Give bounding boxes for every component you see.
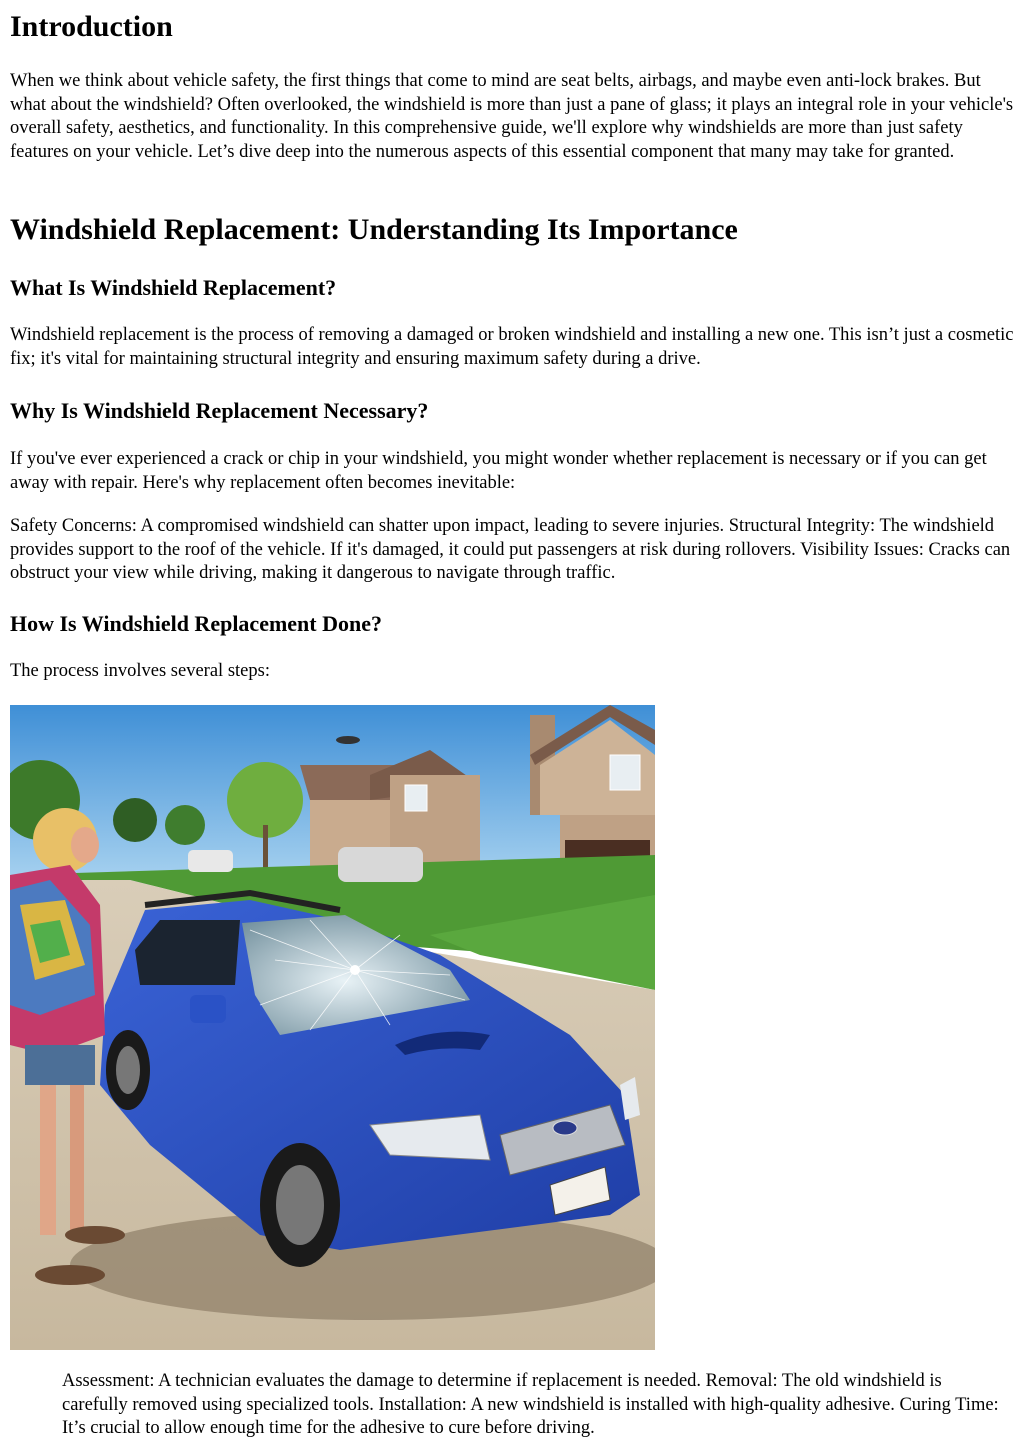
- intro-paragraph: When we think about vehicle safety, the first things that come to mind are seat belts, airbags, and maybe even anti-lock brakes. But what about the windshield? Often overlooked, the windshield is more than just a pane of glass; it plays an integral role in your vehicle's overall safety, aesthetics, and functionality. In this comprehensive guide, we'll explore why windshields are more than just safety features on your vehicle. Let’s dive deep into the numerous aspects of this essential component that many may take for granted.: [10, 71, 1014, 162]
- how-paragraph: The process involves several steps:: [10, 661, 270, 681]
- how-list: Assessment: A technician evaluates the damage to determine if replacement is needed. Removal: The old windshield is carefully removed using specialized tools. Installation: A new windshield is installed with high-quality adhesive. Curing Time: It’s crucial to allow enough time for the adhesive to cure before driving.: [62, 1371, 999, 1438]
- what-paragraph: Windshield replacement is the process of removing a damaged or broken windshield and installing a new one. This isn’t just a cosmetic fix; it's vital for maintaining structural integrity and ensuring maximum safety during a drive.: [10, 325, 1014, 369]
- what-heading: What Is Windshield Replacement?: [10, 275, 337, 300]
- intro-heading: Introduction: [10, 10, 173, 43]
- why-list: Safety Concerns: A compromised windshield can shatter upon impact, leading to severe injuries. Structural Integrity: The windshield provides support to the roof of the vehicle. If it's damaged, it could put passengers at risk during rollovers. Visibility Issues: Cracks can obstruct your view while driving, making it dangerous to navigate through traffic.: [10, 516, 1011, 583]
- why-heading: Why Is Windshield Replacement Necessary?: [10, 398, 429, 423]
- why-paragraph: If you've ever experienced a crack or chip in your windshield, you might wonder whether replacement is necessary or if you can get away with repair. Here's why replacement often becomes inevitable:: [10, 449, 987, 493]
- section-heading: Windshield Replacement: Understanding Its Importance: [10, 213, 738, 246]
- how-heading: How Is Windshield Replacement Done?: [10, 611, 383, 636]
- car-photo: [10, 705, 655, 1350]
